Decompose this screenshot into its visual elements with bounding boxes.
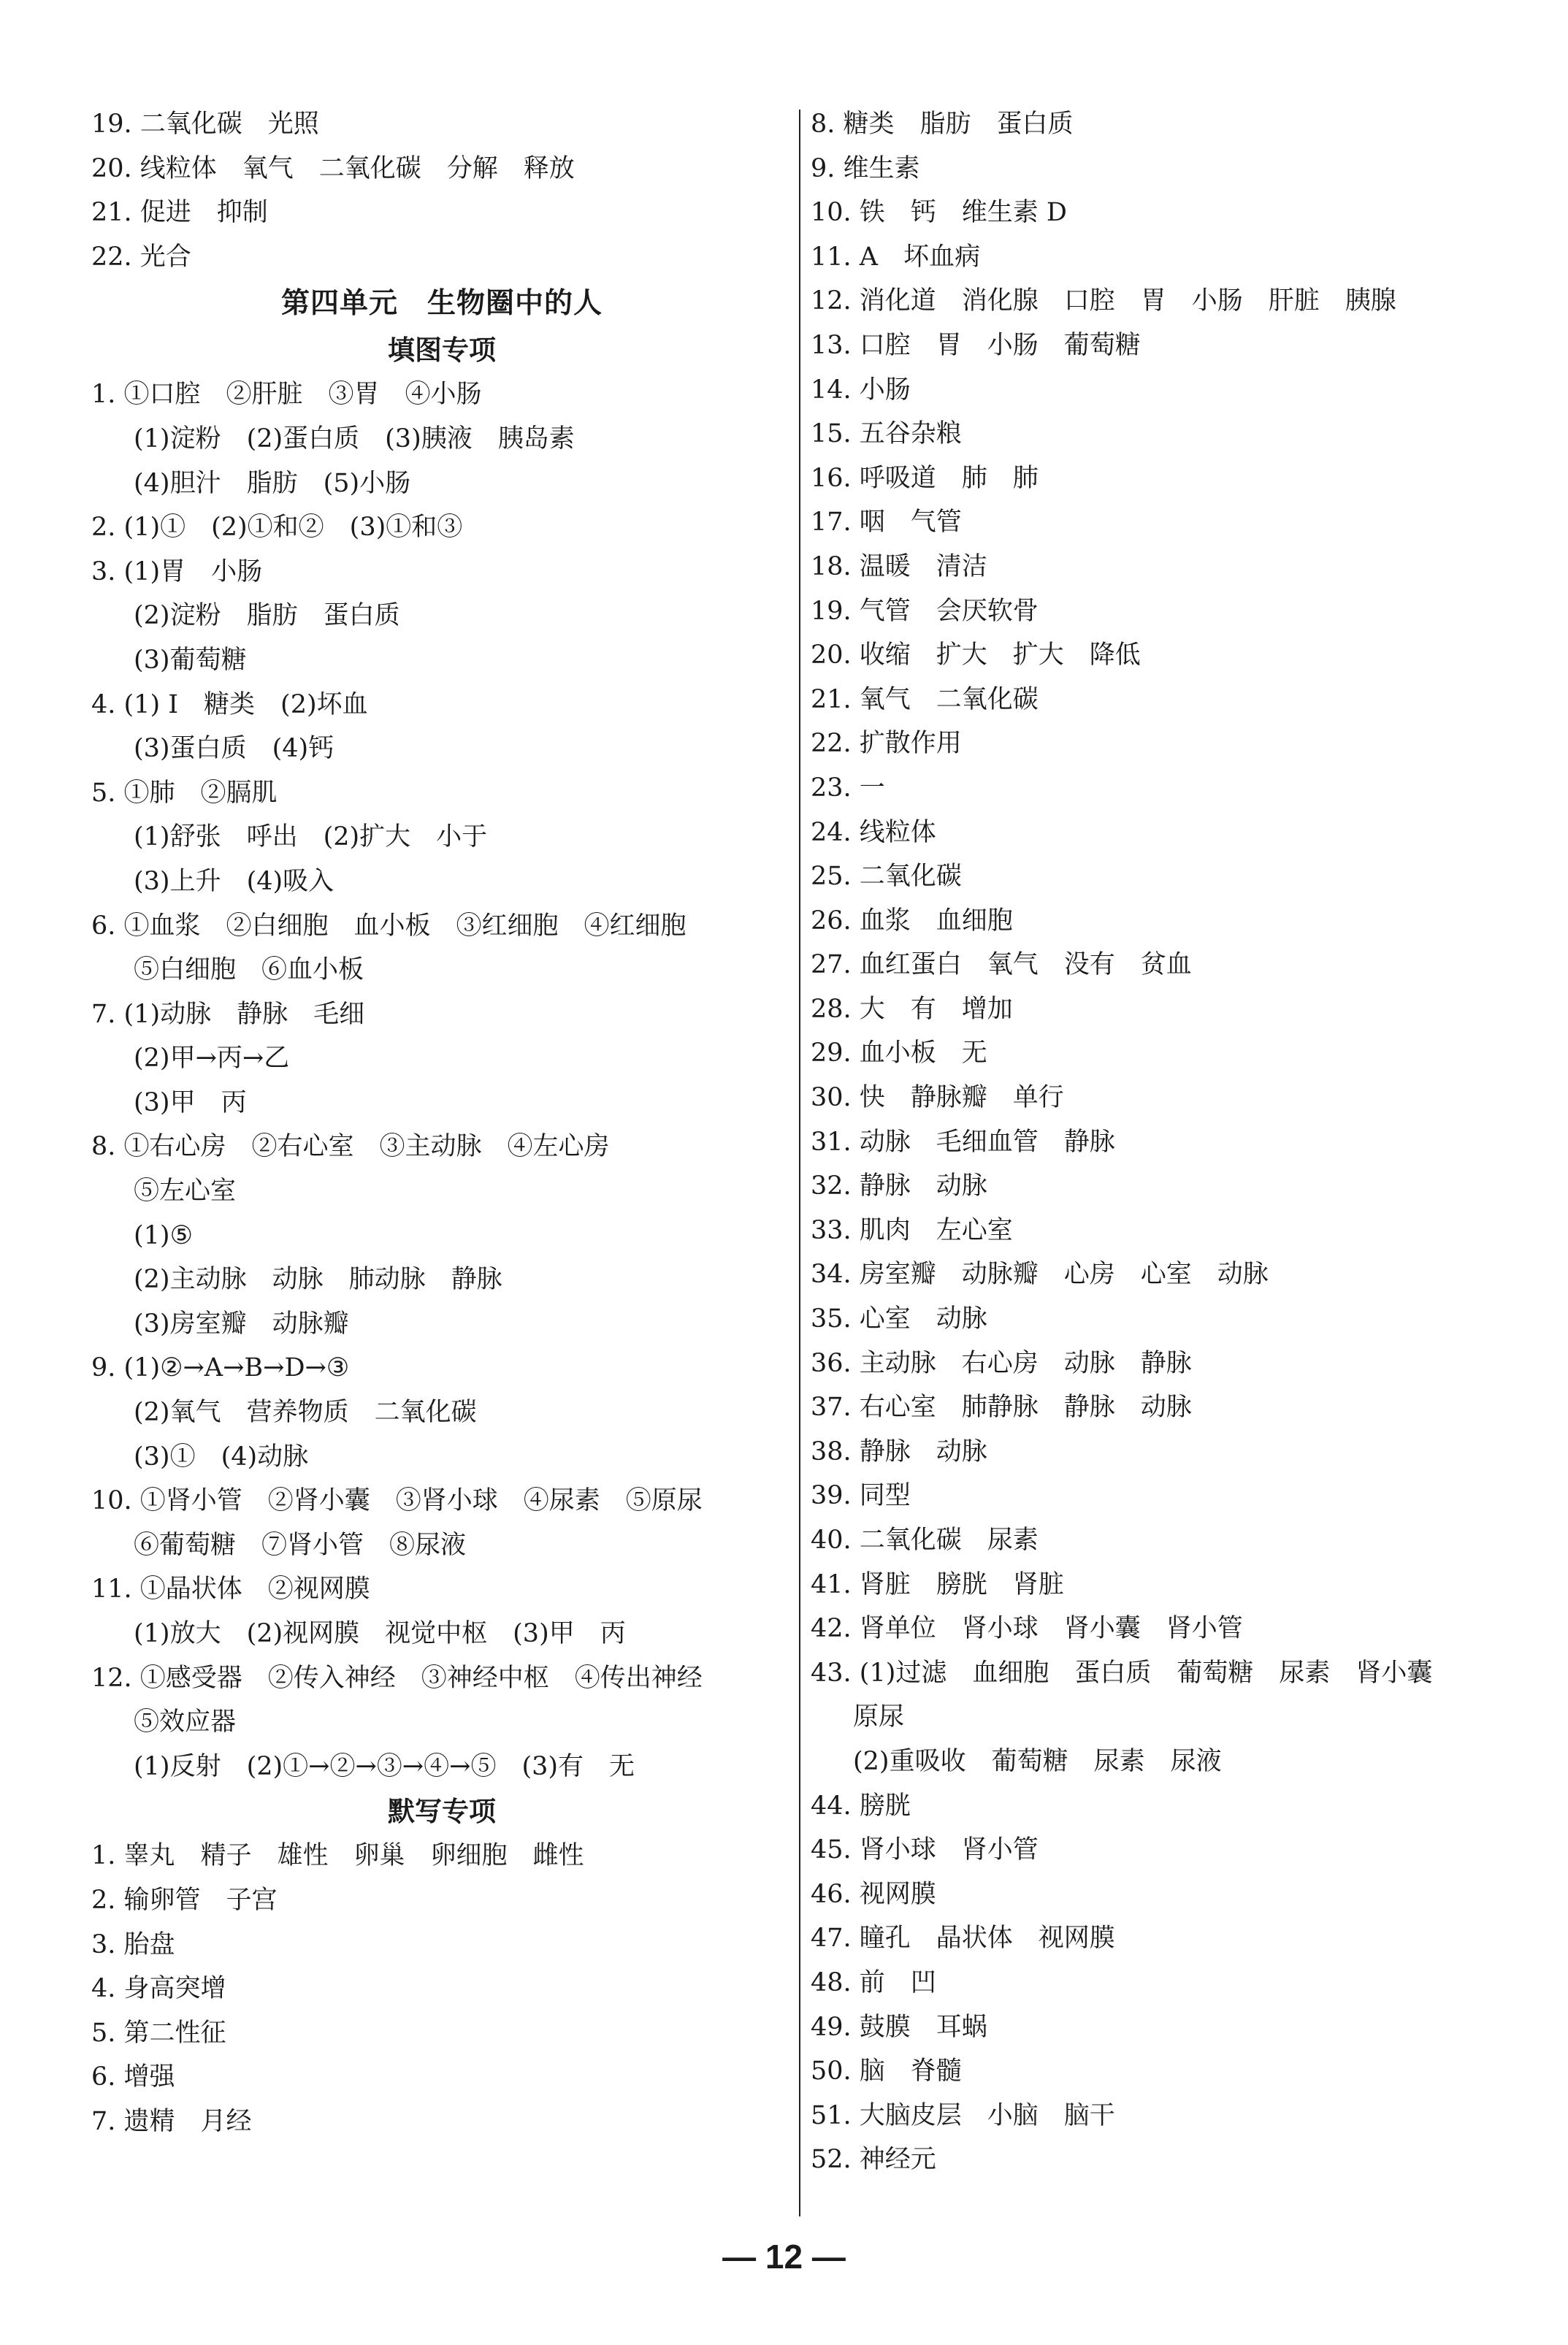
answer-line: 16. 呼吸道 肺 肺 — [811, 463, 1039, 493]
answer-line: 10. ①肾小管 ②肾小囊 ③肾小球 ④尿素 ⑤原尿 — [91, 1486, 703, 1516]
answer-line: 40. 二氧化碳 尿素 — [811, 1526, 1039, 1555]
answer-line: (4)胆汁 脂肪 (5)小肠 — [134, 468, 411, 498]
answer-line: 17. 咽 气管 — [811, 508, 962, 538]
answer-line: 15. 五谷杂粮 — [811, 419, 962, 449]
answer-line: 12. ①感受器 ②传入神经 ③神经中枢 ④传出神经 — [91, 1663, 703, 1693]
section-title-diagram: 填图专项 — [388, 334, 496, 367]
answer-line: 3. (1)胃 小肠 — [91, 556, 263, 586]
answer-line: 20. 收缩 扩大 扩大 降低 — [811, 640, 1141, 670]
answer-line: 26. 血浆 血细胞 — [811, 906, 1013, 936]
answer-line: (3)甲 丙 — [134, 1087, 247, 1117]
left-column — [91, 102, 792, 2199]
answer-line: (2)重吸收 葡萄糖 尿素 尿液 — [853, 1746, 1222, 1776]
answer-line: 9. 维生素 — [811, 153, 920, 183]
answer-line: 12. 消化道 消化腺 口腔 胃 小肠 肝脏 胰腺 — [811, 286, 1396, 316]
answer-line: 2. (1)① (2)①和② (3)①和③ — [91, 513, 463, 543]
unit-title: 第四单元 生物圈中的人 — [280, 286, 603, 321]
answer-line: (3)① (4)动脉 — [134, 1442, 309, 1472]
answer-line: 13. 口腔 胃 小肠 葡萄糖 — [811, 330, 1141, 360]
answer-line: 27. 血红蛋白 氧气 没有 贫血 — [811, 950, 1192, 980]
answer-line: 21. 促进 抑制 — [91, 198, 268, 228]
answer-line: 8. ①右心房 ②右心室 ③主动脉 ④左心房 — [91, 1132, 610, 1162]
answer-line: (2)淀粉 脂肪 蛋白质 — [134, 601, 400, 631]
answer-line: 31. 动脉 毛细血管 静脉 — [811, 1127, 1115, 1157]
section-title-dictation: 默写专项 — [388, 1795, 496, 1828]
answer-line: 5. 第二性征 — [91, 2018, 226, 2048]
answer-line: 22. 扩散作用 — [811, 729, 962, 759]
answer-line: 18. 温暖 清洁 — [811, 551, 987, 581]
right-column — [811, 102, 1512, 2199]
answer-line: 30. 快 静脉瓣 单行 — [811, 1083, 1064, 1113]
page-number: — 12 — — [722, 2238, 846, 2276]
answer-line: ⑤左心室 — [134, 1177, 237, 1206]
answer-line: 37. 右心室 肺静脉 静脉 动脉 — [811, 1393, 1192, 1423]
answer-line: ⑤白细胞 ⑥血小板 — [134, 955, 364, 985]
answer-line: 19. 气管 会厌软骨 — [811, 596, 1039, 626]
answer-line: (2)主动脉 动脉 肺动脉 静脉 — [134, 1265, 502, 1295]
answer-line: 38. 静脉 动脉 — [811, 1437, 987, 1466]
answer-line: 42. 肾单位 肾小球 肾小囊 肾小管 — [811, 1614, 1243, 1644]
answer-line: 2. 输卵管 子宫 — [91, 1885, 278, 1915]
answer-line: (1)淀粉 (2)蛋白质 (3)胰液 胰岛素 — [134, 424, 575, 454]
answer-line: (1)舒张 呼出 (2)扩大 小于 — [134, 822, 488, 852]
answer-line: 19. 二氧化碳 光照 — [91, 110, 319, 139]
answer-line: (2)氧气 营养物质 二氧化碳 — [134, 1398, 477, 1428]
answer-line: 33. 肌肉 左心室 — [811, 1215, 1013, 1245]
answer-line: 3. 胎盘 — [91, 1929, 175, 1959]
answer-line: 9. (1)②→A→B→D→③ — [91, 1353, 350, 1383]
answer-line: 28. 大 有 增加 — [811, 994, 1013, 1024]
answer-line: 49. 鼓膜 耳蜗 — [811, 2012, 987, 2042]
answer-line: 6. 增强 — [91, 2062, 175, 2092]
answer-line: ⑤效应器 — [134, 1707, 237, 1737]
answer-line: 39. 同型 — [811, 1481, 911, 1511]
answer-line: 41. 肾脏 膀胱 肾脏 — [811, 1569, 1064, 1599]
answer-line: 34. 房室瓣 动脉瓣 心房 心室 动脉 — [811, 1260, 1269, 1290]
answer-line: 32. 静脉 动脉 — [811, 1171, 987, 1201]
answer-line: 原尿 — [853, 1702, 905, 1732]
answer-line: 7. 遗精 月经 — [91, 2106, 252, 2136]
answer-line: 11. A 坏血病 — [811, 242, 981, 272]
answer-line: 7. (1)动脉 静脉 毛细 — [91, 999, 365, 1029]
answer-line: 24. 线粒体 — [811, 817, 936, 847]
answer-line: (1)放大 (2)视网膜 视觉中枢 (3)甲 丙 — [134, 1619, 626, 1648]
answer-line: 25. 二氧化碳 — [811, 862, 962, 892]
answer-line: 14. 小肠 — [811, 375, 911, 405]
answer-line: (3)房室瓣 动脉瓣 — [134, 1309, 349, 1339]
answer-line: 52. 神经元 — [811, 2145, 936, 2175]
answer-line: 6. ①血浆 ②白细胞 血小板 ③红细胞 ④红细胞 — [91, 911, 687, 941]
answer-line: 35. 心室 动脉 — [811, 1304, 987, 1334]
answer-line: 36. 主动脉 右心房 动脉 静脉 — [811, 1348, 1192, 1378]
answer-line: 44. 膀胱 — [811, 1791, 911, 1821]
answer-line: 22. 光合 — [91, 242, 191, 272]
answer-line: 4. 身高突增 — [91, 1974, 226, 2004]
answer-line: 48. 前 凹 — [811, 1967, 936, 1997]
column-divider — [799, 110, 800, 2216]
answer-line: (1)⑤ — [134, 1220, 193, 1250]
answer-line: 23. 一 — [811, 773, 885, 803]
answer-line: (2)甲→丙→乙 — [134, 1044, 290, 1074]
answer-line: 43. (1)过滤 血细胞 蛋白质 葡萄糖 尿素 肾小囊 — [811, 1658, 1433, 1688]
answer-line: 47. 瞳孔 晶状体 视网膜 — [811, 1924, 1115, 1954]
answer-line: 20. 线粒体 氧气 二氧化碳 分解 释放 — [91, 153, 575, 183]
answer-line: (3)葡萄糖 — [134, 645, 247, 675]
answer-line: (3)蛋白质 (4)钙 — [134, 734, 334, 764]
answer-line: 45. 肾小球 肾小管 — [811, 1835, 1039, 1865]
answer-line: 1. ①口腔 ②肝脏 ③胃 ④小肠 — [91, 380, 482, 410]
answer-line: 11. ①晶状体 ②视网膜 — [91, 1575, 370, 1604]
answer-line: 50. 脑 脊髓 — [811, 2057, 962, 2086]
answer-line: 51. 大脑皮层 小脑 脑干 — [811, 2100, 1115, 2130]
answer-line: (3)上升 (4)吸入 — [134, 866, 334, 896]
answer-line: 46. 视网膜 — [811, 1879, 936, 1909]
answer-line: 1. 睾丸 精子 雄性 卵巢 卵细胞 雌性 — [91, 1841, 584, 1871]
answer-line: 8. 糖类 脂肪 蛋白质 — [811, 110, 1074, 139]
answer-line: 29. 血小板 无 — [811, 1038, 987, 1068]
answer-line: 4. (1) Ⅰ 糖类 (2)坏血 — [91, 689, 368, 719]
answer-line: 21. 氧气 二氧化碳 — [811, 684, 1039, 714]
answer-line: 5. ①肺 ②膈肌 — [91, 778, 278, 808]
answer-line: (1)反射 (2)①→②→③→④→⑤ (3)有 无 — [134, 1751, 635, 1781]
answer-line: ⑥葡萄糖 ⑦肾小管 ⑧尿液 — [134, 1530, 467, 1560]
answer-line: 10. 铁 钙 维生素 D — [811, 198, 1067, 228]
